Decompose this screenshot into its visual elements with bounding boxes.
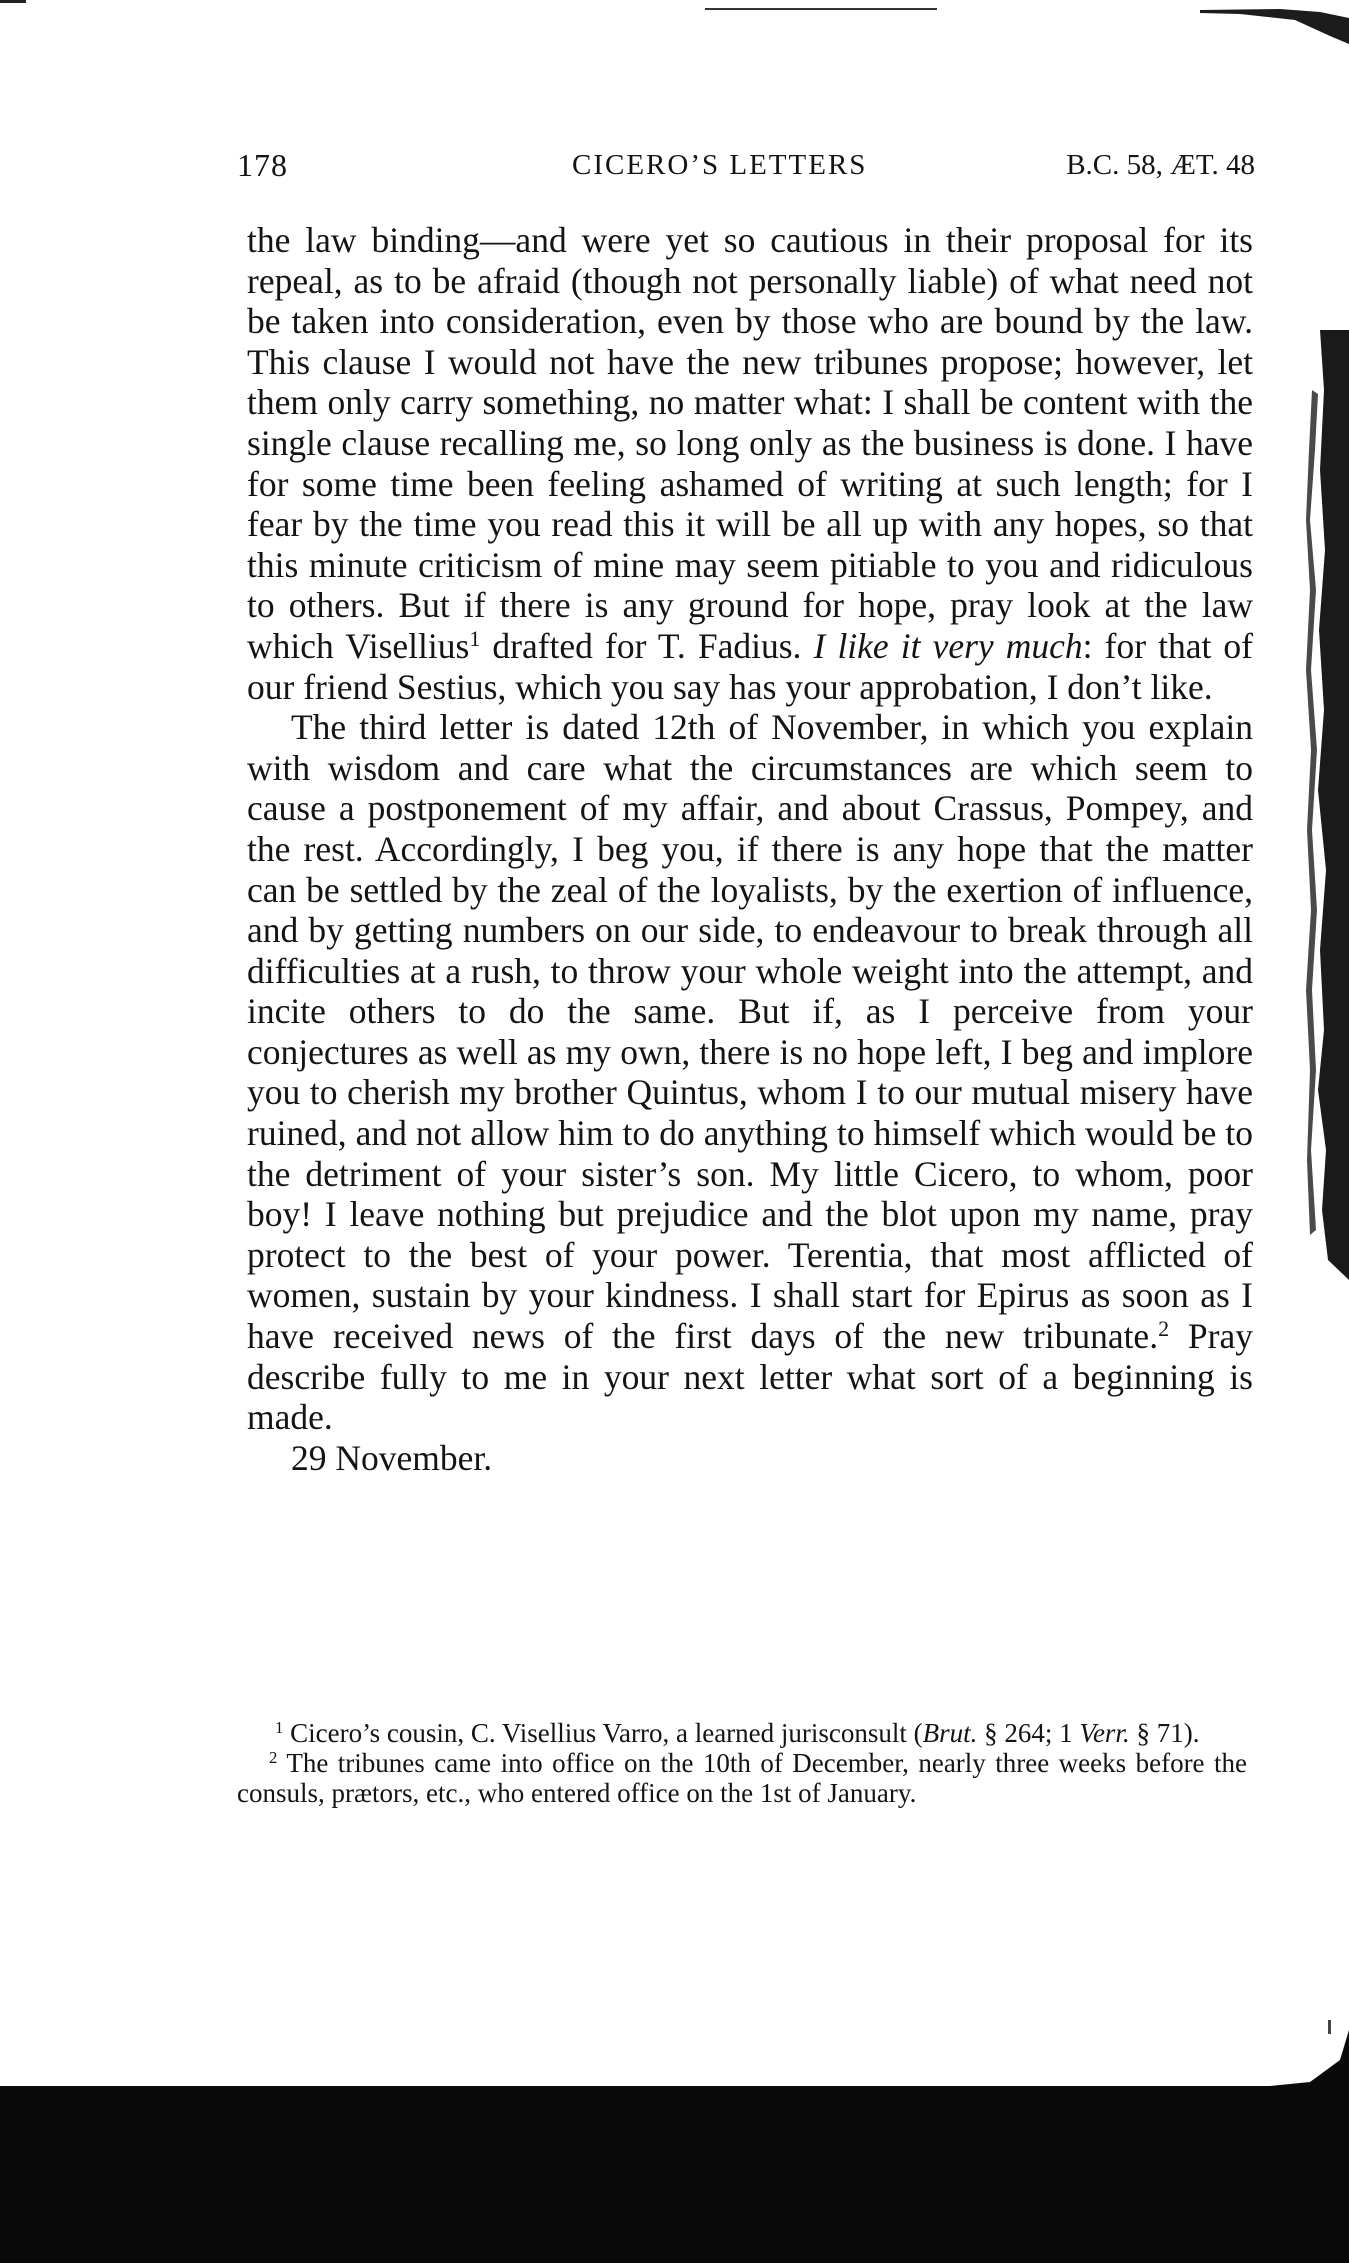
running-title: CICERO’S LETTERS: [572, 149, 868, 181]
text-run: § 71).: [1129, 1718, 1200, 1748]
footnote-ref: 2: [1158, 1315, 1170, 1341]
text-run: Cicero’s cousin, C. Visellius Varro, a learned jurisconsult (: [283, 1718, 923, 1748]
page-number: 178: [237, 147, 288, 183]
footnote-ref: 1: [275, 1717, 284, 1737]
right-edge-shadow: [1298, 330, 1349, 1280]
italic-run: I like it very much: [813, 625, 1083, 666]
footnote-1: [237, 1718, 1247, 1748]
text-run: : for that of our friend Sestius, which you say has your approbation, I don’t like.: [247, 625, 1254, 707]
text-run: drafted for T. Fadius.: [480, 625, 814, 666]
text-run: The tribunes came into office on the 10th of December, nearly three weeks before the consuls, prætors, etc., who entered office on the 1st of January.: [237, 1748, 1247, 1808]
running-head: [237, 143, 1255, 187]
footnote-2: [237, 1748, 1247, 1808]
letter-body: [247, 220, 1253, 1478]
text-run: The third letter is dated 12th of November, in which you explain with wisdom and care what the circumstances are which seem to cause a postponement of my affair, and about Crassus, Pompey, and the rest. Accordingly, I beg you, if there is any hope that the matter can be settled by the zeal of the loyalists, by the exertion of influence, and by getting numbers on our side, to endeavour to break through all difficulties at a rush, to throw your whole weight into the attempt, and incite others to do the same. But if, as I perceive from your conjectures as well as my own, there is no hope left, I beg and implore you to cherish my brother Quintus, whom I to our mutual misery have ruined, and not allow him to do anything to himself which would be to the detriment of your sister’s son. My little Cicero, to whom, poor boy! I leave nothing but prejudice and the blot upon my name, pray protect to the best of your power. Terentia, that most afflicted of women, sustain by your kindness. I shall start for Epirus as soon as I have received news of the first days of the new tribunate.: [247, 707, 1253, 1357]
scan-bottom-border: [0, 2086, 1349, 2263]
paragraph-2: [247, 707, 1253, 1438]
paragraph-1: [247, 220, 1253, 707]
text-run: Pray describe fully to me in your next letter what sort of a beginning is made.: [247, 1316, 1254, 1438]
italic-run: Verr.: [1079, 1718, 1130, 1748]
top-rule: [705, 8, 937, 10]
running-date: B.C. 58, ÆT. 48: [1066, 149, 1255, 181]
page-curl: [1270, 2030, 1349, 2090]
text-run: § 264; 1: [977, 1718, 1080, 1748]
italic-run: Brut.: [922, 1718, 978, 1748]
top-corner-mark: [0, 0, 26, 3]
text-run: the law binding—and were yet so cautious in their proposal for its repeal, as to be afraid (though not personally liable) of what need not be taken into consideration, even by those who are bound by the law. This clause I would not have the new tribunes propose; however, let them only carry something, no matter what: I shall be content with the single clause recalling me, so long only as the business is done. I have for some time been feeling ashamed of writing at such length; for I fear by the time you read this it will be all up with any hopes, so that this minute criticism of mine may seem pitiable to you and ridiculous to others. But if there is any ground for hope, pray look at the law which Visellius: [247, 220, 1253, 666]
letter-date: 29 November.: [291, 1437, 493, 1478]
footnotes: [237, 1718, 1247, 1808]
footnote-ref: 2: [269, 1747, 278, 1767]
top-right-page-edge: [1200, 6, 1349, 46]
footnote-ref: 1: [469, 625, 481, 651]
